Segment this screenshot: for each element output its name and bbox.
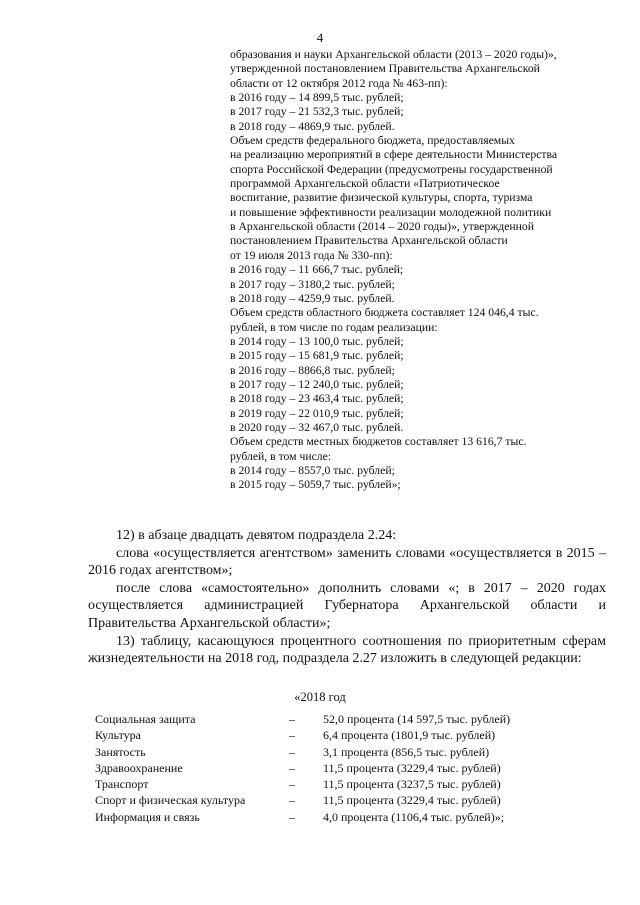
text-line: в 2016 году – 11 666,7 тыс. рублей; xyxy=(230,263,404,277)
sphere-name: Информация и связь xyxy=(95,809,200,824)
text-line: в 2015 году – 15 681,9 тыс. рублей; xyxy=(230,349,404,363)
table-row xyxy=(95,728,615,744)
sphere-value: 11,5 процента (3229,4 тыс. рублей) xyxy=(323,793,501,808)
sphere-value: 11,5 процента (3237,5 тыс. рублей) xyxy=(323,777,501,792)
sphere-value: 6,4 процента (1801,9 тыс. рублей) xyxy=(323,728,496,743)
text-line: в 2016 году – 14 899,5 тыс. рублей; xyxy=(230,91,404,105)
text-line: от 19 июля 2013 года № 330-пп): xyxy=(230,248,393,262)
percentage-table xyxy=(95,712,615,826)
sphere-value: 11,5 процента (3229,4 тыс. рублей) xyxy=(323,760,501,775)
sphere-name: Здравоохранение xyxy=(95,760,183,775)
text-line: в 2014 году – 8557,0 тыс. рублей; xyxy=(230,463,395,477)
sphere-name: Занятость xyxy=(95,744,146,759)
table-heading: «2018 год xyxy=(294,690,346,704)
sphere-name: Социальная защита xyxy=(95,712,196,726)
row-dash: – xyxy=(289,712,295,726)
funding-text-block xyxy=(230,48,610,493)
row-dash: – xyxy=(289,760,295,775)
text-line: Объем средств местных бюджетов составляет 13 616,7 тыс. xyxy=(230,435,527,449)
text-line: программой Архангельской области «Патриотическое xyxy=(230,177,500,191)
row-dash: – xyxy=(289,809,295,824)
text-line: образования и науки Архангельской области (2013 – 2020 годы)», xyxy=(230,48,557,61)
table-row xyxy=(95,793,615,809)
amendment-addition-paragraph: после слова «самостоятельно» дополнить словами «; в 2017 – 2020 годах осуществляется администрацией Губернатора Архангельской области и Правительства Архангельской области»; xyxy=(88,580,606,631)
text-line: Объем средств областного бюджета составляет 124 046,4 тыс. xyxy=(230,306,539,320)
text-line: в 2018 году – 4869,9 тыс. рублей. xyxy=(230,119,395,133)
table-row xyxy=(95,745,615,761)
text-line: в 2018 году – 23 463,4 тыс. рублей; xyxy=(230,392,404,406)
text-line: постановлением Правительства Архангельской области xyxy=(230,234,508,248)
text-line: в 2017 году – 12 240,0 тыс. рублей; xyxy=(230,377,404,391)
text-line: на реализацию мероприятий в сфере деятельности Министерства xyxy=(230,148,558,162)
sphere-name: Спорт и физическая культура xyxy=(95,793,246,808)
text-line: утвержденной постановлением Правительства Архангельской xyxy=(230,62,540,76)
text-line: в 2018 году – 4259,9 тыс. рублей. xyxy=(230,291,395,305)
row-dash: – xyxy=(289,744,295,759)
table-row xyxy=(95,761,615,777)
text-line: в 2017 году – 3180,2 тыс. рублей; xyxy=(230,277,395,291)
text-line: в 2017 году – 21 532,3 тыс. рублей; xyxy=(230,105,404,119)
sphere-value: 4,0 процента (1106,4 тыс. рублей)»; xyxy=(323,809,505,824)
text-line: рублей, в том числе: xyxy=(230,449,332,463)
row-dash: – xyxy=(289,777,295,792)
page-number: 4 xyxy=(316,30,324,45)
text-line: воспитание, развитие физической культуры, спорта, туризма xyxy=(230,191,533,205)
text-line: Объем средств федерального бюджета, предоставляемых xyxy=(230,134,515,148)
text-line: в 2020 году – 32 467,0 тыс. рублей. xyxy=(230,420,404,434)
text-line: в Архангельской области (2014 – 2020 годы)», утвержденной xyxy=(230,220,535,234)
text-line: и повышение эффективности реализации молодежной политики xyxy=(230,205,552,219)
text-line: в 2014 году – 13 100,0 тыс. рублей; xyxy=(230,334,404,348)
table-row xyxy=(95,712,615,728)
text-line: в 2016 году – 8866,8 тыс. рублей; xyxy=(230,363,395,377)
amendments-block xyxy=(88,527,606,668)
amendment-words-paragraph: слова «осуществляется агентством» заменить словами «осуществляется в 2015 – 2016 годах агентством»; xyxy=(88,545,606,579)
row-dash: – xyxy=(289,793,295,808)
text-line: в 2015 году – 5059,7 тыс. рублей»; xyxy=(230,478,401,492)
text-line: спорта Российской Федерации (предусмотрены государственной xyxy=(230,162,553,176)
text-line: области от 12 октября 2012 года № 463-пп): xyxy=(230,76,448,90)
row-dash: – xyxy=(289,728,295,743)
sphere-name: Транспорт xyxy=(95,777,149,792)
amendment-13-paragraph: 13) таблицу, касающуюся процентного соотношения по приоритетным сферам жизнедеятельности на 2018 год, подраздела 2.27 изложить в следующей редакции: xyxy=(88,633,606,667)
sphere-value: 52,0 процента (14 597,5 тыс. рублей) xyxy=(323,712,511,726)
table-row xyxy=(95,777,615,793)
text-line: в 2019 году – 22 010,9 тыс. рублей; xyxy=(230,406,404,420)
table-row xyxy=(95,810,615,826)
text-line: рублей, в том числе по годам реализации: xyxy=(230,320,438,334)
amendment-12-paragraph: 12) в абзаце двадцать девятом подраздела 2.24: xyxy=(116,528,397,543)
sphere-name: Культура xyxy=(95,728,141,743)
sphere-value: 3,1 процента (856,5 тыс. рублей) xyxy=(323,744,490,759)
